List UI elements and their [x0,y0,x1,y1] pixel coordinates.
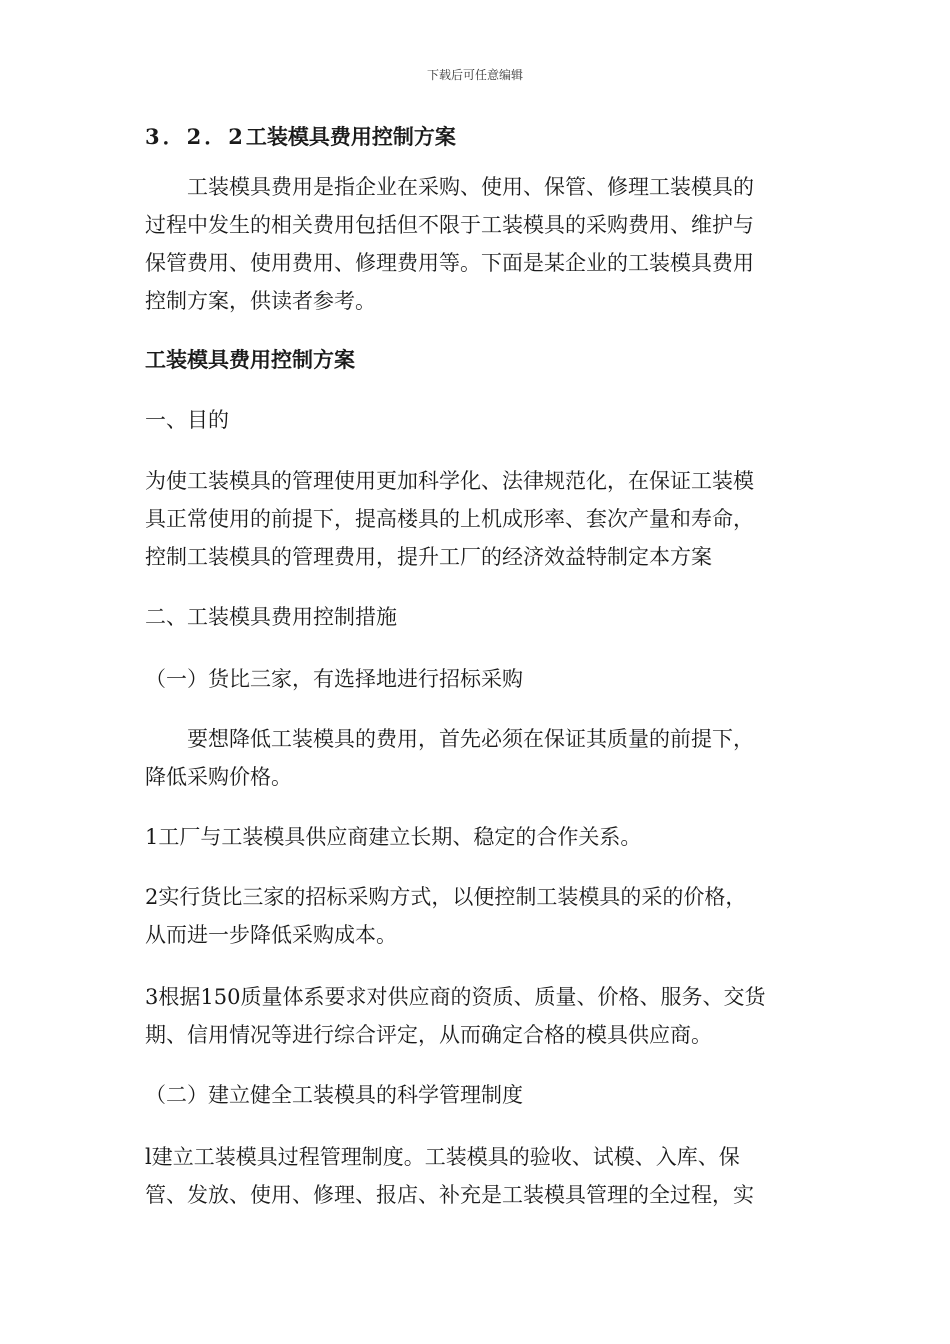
measures-heading: 二、工装模具费用控制措施 [145,605,397,629]
sub2-item-1-line: l建立工装模具过程管理制度。工装模具的验收、试模、入库、保 [145,1145,740,1169]
section-title: 工装模具费用控制方案 [245,124,456,149]
section-number: 3．2．2 [145,124,246,149]
subsection-1-intro [145,720,810,796]
sub1-item-2-line: 2实行货比三家的招标采购方式，以便控制工装模具的采的价格， [145,885,747,909]
intro-line: 过程中发生的相关费用包括但不限于工装模具的采购费用、维护与 [145,213,754,237]
section-heading [145,118,456,156]
plan-title: 工装模具费用控制方案 [145,347,355,372]
subsection-2-heading: （二）建立健全工装模具的科学管理制度 [145,1083,523,1107]
sub1-intro-line: 降低采购价格。 [145,765,292,789]
sub2-item-1 [145,1138,810,1214]
purpose-line: 为使工装模具的管理使用更加科学化、法律规范化，在保证工装模 [145,469,754,493]
sub1-item-1: 1工厂与工装模具供应商建立长期、稳定的合作关系。 [145,825,642,849]
sub1-intro-line: 要想降低工装模具的费用，首先必须在保证其质量的前提下， [187,727,754,751]
purpose-paragraph [145,462,810,576]
sub1-item-3-line: 期、信用情况等进行综合评定，从而确定合格的模具供应商。 [145,1023,712,1047]
intro-line: 控制方案，供读者参考。 [145,289,376,313]
intro-line: 保管费用、使用费用、修理费用等。下面是某企业的工装模具费用 [145,251,754,275]
sub2-item-1-line: 管、发放、使用、修理、报店、补充是工装模具管理的全过程，实 [145,1183,754,1207]
sub1-item-3-line: 3根据150质量体系要求对供应商的资质、质量、价格、服务、交货 [145,985,766,1009]
sub1-item-2-line: 从而进一步降低采购成本。 [145,923,397,947]
intro-paragraph [145,168,810,320]
intro-line: 工装模具费用是指企业在采购、使用、保管、修理工装模具的 [187,175,754,199]
subsection-1-heading: （一）货比三家，有选择地进行招标采购 [145,667,523,691]
purpose-line: 具正常使用的前提下，提高楼具的上机成形率、套次产量和寿命， [145,507,754,531]
sub1-item-2 [145,878,810,954]
page-header-note: 下载后可任意编辑 [426,68,523,82]
purpose-line: 控制工装模具的管理费用，提升工厂的经济效益特制定本方案 [145,545,712,569]
purpose-heading: 一、目的 [145,408,229,432]
sub1-item-3 [145,978,810,1054]
